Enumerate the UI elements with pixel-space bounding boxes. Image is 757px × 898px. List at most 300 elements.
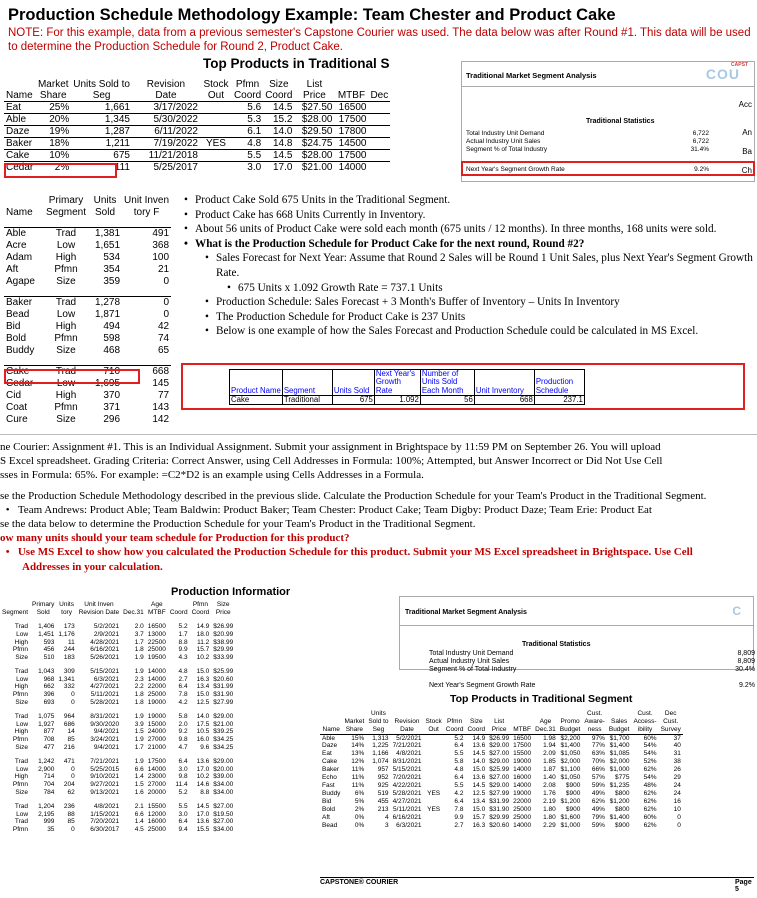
header-cell	[168, 601, 190, 609]
table-cell: $20.00	[213, 765, 234, 773]
table-cell: 21000	[147, 743, 166, 751]
table-header	[0, 601, 239, 609]
table-cell: 14.0	[196, 713, 210, 721]
table-cell: 24000	[147, 728, 166, 736]
table-cell: Baker	[6, 138, 33, 149]
table-cell: 25000	[147, 691, 166, 699]
table-cell: 6/16/2021	[90, 646, 120, 654]
table-cell: 17.0	[196, 810, 210, 818]
table-cell: 1,074	[372, 758, 389, 766]
table-cell: 25000	[513, 814, 532, 822]
table-row	[4, 239, 171, 251]
table-cell: 9.6	[200, 743, 210, 751]
table-cell: 4/22/2021	[392, 782, 422, 790]
top-products-table-2	[320, 710, 683, 830]
table-cell: 477	[43, 743, 55, 751]
header-cell: Sold to	[368, 718, 389, 726]
table-cell: 14000	[147, 765, 166, 773]
table-cell: Buddy	[322, 790, 341, 798]
table-header	[320, 726, 683, 734]
table-cell: Coat	[6, 401, 28, 413]
header-cell: Budget	[559, 726, 581, 734]
header-cell: Cust.	[637, 710, 653, 718]
table-cell: 25%	[49, 102, 70, 113]
table-row	[0, 699, 239, 707]
table-cell: $1,000	[560, 822, 581, 830]
table-cell	[423, 774, 443, 782]
table-cell: 213	[377, 806, 389, 814]
header-cell: Price	[303, 90, 326, 101]
table-cell: 97%	[591, 734, 605, 742]
table-cell: 18%	[49, 138, 70, 149]
header-cell: Sales	[611, 718, 628, 726]
table-cell: Cake	[322, 758, 338, 766]
table-cell: 15500	[513, 750, 532, 758]
table-cell: Cake	[6, 365, 30, 377]
table-cell: High	[14, 773, 29, 781]
table-cell: Bold	[322, 806, 336, 814]
table-cell: 455	[377, 798, 389, 806]
table-cell: 396	[43, 691, 55, 699]
instruction-question: ow many units should your team schedule for Production for this product?	[0, 532, 350, 545]
header-cell: Primary	[32, 601, 55, 609]
table-cell: 14.5	[472, 782, 486, 790]
stat-value: 6,722	[692, 138, 709, 145]
table-cell: 1,242	[38, 758, 55, 766]
table-cell: 204	[63, 781, 75, 789]
table-cell: 510	[43, 653, 55, 661]
table-cell: 15000	[147, 720, 166, 728]
table-cell: $29.99	[213, 646, 234, 654]
table-row	[320, 790, 683, 798]
inset-title: Traditional Market Segment Analysis	[405, 609, 527, 616]
table-cell: 4/8/2021	[93, 803, 120, 811]
table-cell: 6.4	[454, 774, 464, 782]
table-cell: 62%	[643, 806, 657, 814]
table-cell: 0	[71, 698, 75, 706]
cake-highlight-box	[4, 163, 117, 178]
table-cell: 62%	[643, 790, 657, 798]
table-cell: 24	[673, 790, 681, 798]
growth-label: Next Year's Segment Growth Rate	[429, 682, 536, 689]
table-cell: Aft	[6, 263, 19, 275]
calc-header: Segment	[282, 370, 332, 396]
table-cell: 65	[157, 344, 170, 356]
table-cell: 704	[43, 781, 55, 789]
calc-cell: 237.1	[534, 395, 584, 404]
table-cell: 1.7	[134, 638, 144, 646]
table-cell: 15.0	[472, 806, 486, 814]
table-cell: $2,200	[560, 734, 581, 742]
header-cell: Survey	[660, 726, 681, 734]
table-cell: 62%	[643, 798, 657, 806]
table-cell: 16500	[513, 734, 532, 742]
table-cell: 296	[103, 413, 121, 425]
table-cell: 62%	[643, 766, 657, 774]
table-row	[4, 320, 171, 332]
header-cell: Sold	[95, 206, 116, 218]
table-cell: 534	[103, 251, 121, 263]
table-cell: Able	[6, 227, 27, 239]
table-cell: Cid	[6, 389, 22, 401]
bullet-question: • What is the Production Schedule for Product Cake for the next round, Round #2?	[184, 237, 754, 252]
table-cell: 16	[673, 798, 681, 806]
table-cell: 1,043	[38, 668, 55, 676]
table-cell: 14.5	[196, 803, 210, 811]
table-cell: 59%	[591, 782, 605, 790]
stat-label: Actual Industry Unit Sales	[429, 658, 510, 665]
table-cell: 2.09	[543, 750, 556, 758]
header-cell: Cust.	[587, 710, 603, 718]
table-cell: 49%	[591, 790, 605, 798]
table-cell: 15.5	[196, 825, 210, 833]
table-cell: $34.00	[213, 781, 234, 789]
table-cell: 9.8	[178, 736, 188, 744]
table-cell: 354	[103, 263, 121, 275]
table-cell: 85	[67, 736, 75, 744]
table-cell: 10.2	[196, 653, 210, 661]
table-row	[320, 814, 683, 822]
header-cell: MTBF	[513, 726, 531, 734]
table-cell: 14.0	[472, 758, 486, 766]
table-cell: 54%	[643, 774, 657, 782]
table-cell: 9.4	[178, 825, 188, 833]
top-products-title: Top Products in Traditional S	[203, 56, 390, 71]
table-cell: 5.2	[178, 788, 188, 796]
table-row	[4, 332, 171, 344]
table-cell: 1.8	[134, 691, 144, 699]
table-cell: 26	[673, 766, 681, 774]
table-cell	[423, 734, 443, 742]
table-cell: Pfmn	[12, 736, 29, 744]
bullet: • Product Cake has 668 Units Currently in Inventory.	[184, 208, 754, 223]
header-cell	[465, 710, 487, 718]
table-cell: $34.00	[213, 825, 234, 833]
table-row	[0, 623, 239, 631]
table-cell: 2%	[54, 162, 70, 173]
cake-inventory-highlight-box	[4, 369, 140, 384]
table-cell: 5.5	[454, 750, 464, 758]
table-cell: Echo	[322, 774, 337, 782]
table-cell: 18.0	[196, 630, 210, 638]
header-cell	[235, 601, 239, 609]
table-cell: 2,900	[38, 765, 55, 773]
table-cell: 3/24/2021	[90, 736, 120, 744]
table-cell: Bold	[6, 332, 27, 344]
sub-sub-bullet: • 675 Units x 1.092 Growth Rate = 737.1 Units	[184, 281, 754, 296]
table-cell: $25.99	[213, 668, 234, 676]
table-cell: 1.7	[134, 743, 144, 751]
table-cell: 13%	[351, 750, 365, 758]
table-cell: 15500	[147, 803, 166, 811]
table-cell: $27.99	[213, 698, 234, 706]
table-cell: Eat	[6, 102, 22, 113]
table-cell: High	[55, 320, 77, 332]
table-cell: $900	[615, 822, 630, 830]
table-cell: $31.90	[489, 806, 510, 814]
table-cell: 494	[103, 320, 121, 332]
table-cell	[423, 758, 443, 766]
table-cell: 952	[377, 774, 389, 782]
table-cell: $1,600	[560, 814, 581, 822]
production-info-table	[0, 601, 239, 833]
table-cell: 9/10/2021	[90, 773, 120, 781]
table-cell: 1,406	[38, 623, 55, 631]
table-cell	[200, 102, 232, 114]
table-cell: 16500	[338, 102, 367, 113]
table-header	[4, 206, 171, 218]
table-cell: $34.25	[213, 743, 234, 751]
calc-header: Unit Inventory	[474, 370, 534, 396]
table-cell: 471	[63, 758, 75, 766]
table-cell: 1.94	[543, 742, 556, 750]
table-cell: YES	[427, 790, 441, 798]
table-cell: 17500	[513, 742, 532, 750]
table-cell: $29.00	[489, 758, 510, 766]
instruction-bullet: • Use MS Excel to show how you calculated the Production Schedule for this product. Submit your MS Excel spreadsheet in Brightspace. Use Cell	[3, 546, 693, 559]
table-cell: Size	[56, 275, 76, 287]
table-cell: $27.00	[489, 774, 510, 782]
table-cell: Cedar	[6, 162, 34, 173]
table-cell: 8/31/2021	[90, 713, 120, 721]
table-cell: YES	[427, 806, 441, 814]
table-cell: 1.4	[134, 818, 144, 826]
table-cell: 7/20/2021	[90, 818, 120, 826]
table-cell: 11/21/2018	[148, 150, 198, 161]
header-cell: MTBF	[337, 90, 366, 101]
header-cell: Access-	[633, 718, 657, 726]
table-cell: 77%	[591, 742, 605, 750]
table-cell: Low	[56, 239, 76, 251]
table-cell	[368, 114, 390, 126]
table-cell	[423, 814, 443, 822]
table-cell: 309	[63, 668, 75, 676]
table-cell: 29	[673, 774, 681, 782]
growth-value: 9.2%	[739, 682, 755, 689]
header-cell: Unit Inven	[124, 194, 170, 206]
header-cell: List	[494, 718, 505, 726]
table-cell: 7/20/2021	[392, 774, 422, 782]
table-cell: 6.4	[178, 818, 188, 826]
instruction-line: se the Production Schedule Methodology described in the previous slide. Calculate the Production Schedule for your Team's Product in the Traditional Segment.	[0, 489, 707, 502]
calc-cell: 675	[332, 395, 374, 404]
header-cell	[487, 710, 511, 718]
table-row	[4, 308, 171, 320]
table-cell	[423, 798, 443, 806]
table-cell: Trad	[14, 818, 29, 826]
sub-bullet: • The Production Schedule for Product Cake is 237 Units	[184, 310, 754, 325]
table-cell: 359	[103, 275, 121, 287]
table-cell: $25.99	[489, 766, 510, 774]
table-cell: 19000	[513, 790, 532, 798]
table-cell: 100	[152, 251, 170, 263]
table-cell: Buddy	[6, 344, 35, 356]
table-cell: 964	[63, 713, 75, 721]
calc-cell: Cake	[230, 395, 283, 404]
table-cell	[368, 150, 390, 162]
table-cell: 5.6	[247, 102, 262, 113]
table-cell: Low	[56, 377, 76, 389]
header-cell: Coord	[233, 90, 262, 101]
table-cell: Pfmn	[12, 825, 29, 833]
table-cell: 0	[163, 296, 170, 308]
table-cell: 14000	[147, 668, 166, 676]
table-cell: 12000	[147, 810, 166, 818]
table-cell: 6/3/2021	[396, 822, 422, 830]
table-cell: 16.3	[196, 675, 210, 683]
table-cell: 10%	[49, 150, 70, 161]
table-cell: 1.40	[543, 774, 556, 782]
table-cell: 1,211	[105, 138, 130, 149]
table-cell: 675	[113, 150, 130, 161]
table-cell: 4/27/2021	[392, 798, 422, 806]
table-row	[4, 389, 171, 401]
table-cell: 5.5	[247, 150, 262, 161]
calc-header: Number of Units Sold Each Month	[420, 370, 474, 396]
header-cell: Price	[491, 726, 507, 734]
table-cell: $900	[565, 790, 581, 798]
table-cell: 216	[63, 743, 75, 751]
table-cell: 38	[673, 758, 681, 766]
table-cell: 62%	[643, 822, 657, 830]
table-cell: 714	[43, 773, 55, 781]
table-cell: 13.6	[196, 818, 210, 826]
table-row	[4, 296, 171, 308]
table-cell: 25000	[147, 825, 166, 833]
table-cell: $20.60	[213, 675, 234, 683]
calc-cell: 668	[474, 395, 534, 404]
table-cell: 14000	[513, 766, 532, 774]
table-cell: $31.90	[213, 691, 234, 699]
table-cell: 142	[152, 413, 170, 425]
table-cell: $800	[615, 790, 630, 798]
table-cell: 11.4	[175, 781, 188, 789]
table-cell: Size	[15, 653, 29, 661]
top-products-table	[4, 79, 390, 173]
table-cell: 8/31/2021	[392, 758, 422, 766]
table-row	[0, 676, 239, 684]
header-cell: tory	[61, 608, 72, 616]
header-cell	[235, 609, 239, 617]
top-products-title-2: Top Products in Traditional Segment	[450, 693, 633, 705]
table-cell: 2.2	[134, 683, 144, 691]
table-cell: Fast	[322, 782, 335, 790]
table-cell: Trad	[14, 758, 29, 766]
table-cell: 17500	[338, 150, 367, 161]
table-cell: Agape	[6, 275, 35, 287]
table-cell: $1,200	[560, 798, 581, 806]
table-cell: Baker	[6, 296, 33, 308]
table-cell: Size	[56, 413, 76, 425]
table-row	[320, 822, 683, 830]
table-cell: $20.60	[489, 822, 510, 830]
table-row	[0, 744, 239, 752]
table-cell: 7.8	[178, 691, 188, 699]
table-cell: 0	[677, 814, 681, 822]
table-cell: $29.00	[213, 758, 234, 766]
table-row	[0, 691, 239, 699]
table-cell: 244	[63, 646, 75, 654]
table-cell: 25000	[513, 806, 532, 814]
table-cell: $900	[565, 782, 581, 790]
table-cell: 1,075	[38, 713, 55, 721]
table-row	[4, 344, 171, 356]
table-cell: Pfmn	[12, 646, 29, 654]
table-cell: Pfmn	[54, 332, 78, 344]
table-cell: $39.25	[213, 728, 234, 736]
table-cell: 2.7	[178, 675, 188, 683]
table-cell: 3.0	[178, 810, 188, 818]
table-cell: Bid	[6, 320, 21, 332]
table-cell: 14000	[338, 162, 367, 173]
table-cell: 2.0	[178, 720, 188, 728]
table-cell: 593	[43, 638, 55, 646]
table-cell: 31	[673, 750, 681, 758]
table-cell: $800	[615, 806, 630, 814]
header-cell	[320, 710, 342, 718]
slide-note: NOTE: For this example, data from a previous semester's Capstone Courier was used. The data below was after Round #1. This data will be used to determine the Production Schedule for Round 2, Product Cake.	[8, 27, 751, 53]
table-cell: Daze	[6, 126, 30, 137]
header-cell	[4, 79, 35, 90]
header-cell	[0, 601, 30, 609]
table-cell: 4.7	[178, 743, 188, 751]
table-cell: 999	[43, 818, 55, 826]
table-cell: $21.00	[301, 162, 333, 173]
table-row	[4, 114, 390, 126]
table-cell: Trad	[14, 803, 29, 811]
table-cell: 15.0	[196, 691, 210, 699]
table-cell: 9/30/2020	[90, 720, 120, 728]
header-cell	[391, 710, 424, 718]
header-cell	[320, 718, 342, 726]
table-cell: 19500	[147, 653, 166, 661]
table-row	[0, 728, 239, 736]
table-cell: Low	[16, 810, 29, 818]
table-cell: $27.00	[213, 803, 234, 811]
table-cell: 27000	[147, 736, 166, 744]
table-cell: Adam	[6, 251, 33, 263]
table-cell: 3.0	[247, 162, 262, 173]
table-cell	[368, 126, 390, 138]
header-cell: Pfmn	[447, 718, 463, 726]
growth-label: Next Year's Segment Growth Rate	[466, 166, 565, 173]
table-cell: 1/15/2021	[90, 810, 120, 818]
stat-label: Total Industry Unit Demand	[466, 130, 545, 137]
table-cell: 1.9	[134, 758, 144, 766]
table-cell: 1.9	[134, 653, 144, 661]
header-cell: Primary	[48, 194, 84, 206]
table-cell: 371	[103, 401, 121, 413]
table-cell: 13.6	[472, 742, 486, 750]
header-cell: Name	[322, 726, 340, 734]
table-cell: 19000	[513, 758, 532, 766]
table-cell: 0	[163, 275, 170, 287]
table-cell: 11	[67, 638, 75, 646]
table-cell: 5/25/2015	[90, 765, 120, 773]
table-cell: $1,700	[609, 734, 630, 742]
table-cell: 1,871	[95, 308, 121, 320]
header-cell: Name	[6, 90, 33, 101]
table-cell: 3	[384, 822, 389, 830]
table-cell	[423, 782, 443, 790]
header-cell: Stock	[425, 718, 442, 726]
table-cell: $1,000	[609, 766, 630, 774]
calc-cell: 1.092	[374, 395, 420, 404]
table-cell: $26.99	[213, 623, 234, 631]
table-row	[0, 668, 239, 676]
table-cell: 925	[377, 782, 389, 790]
table-row	[0, 638, 239, 646]
